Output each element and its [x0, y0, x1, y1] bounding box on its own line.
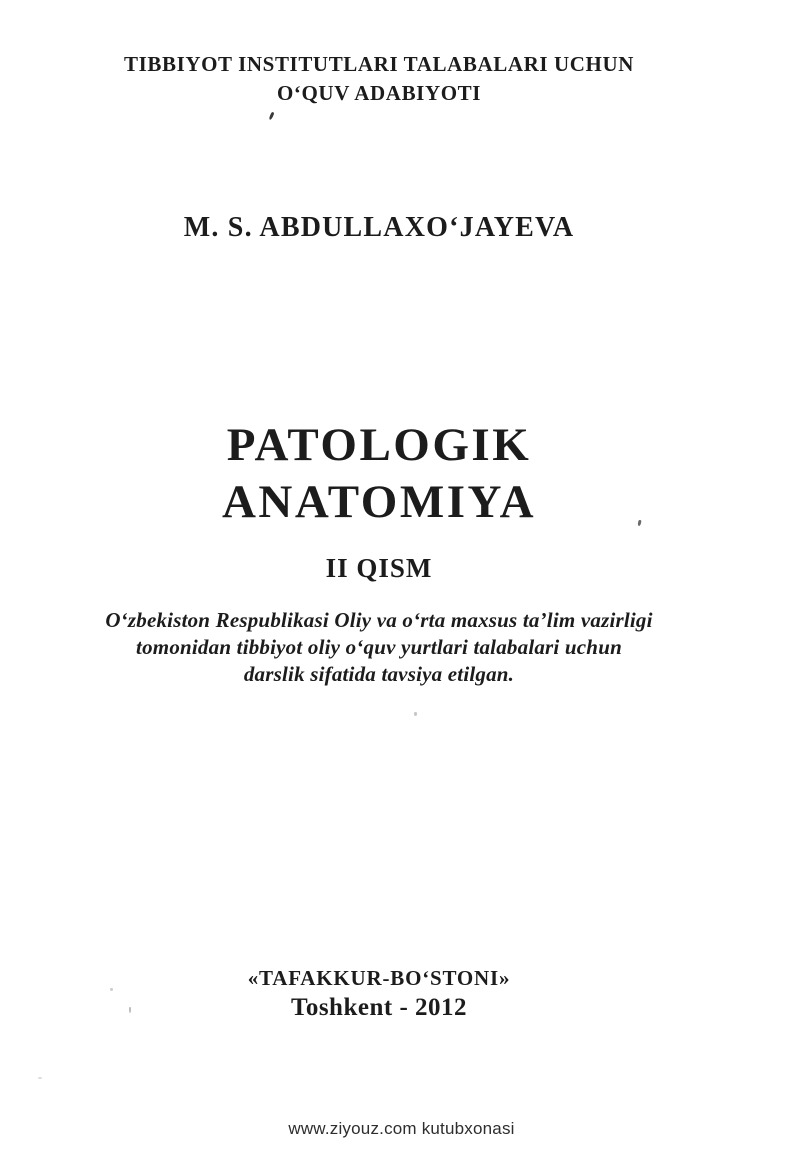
volume-label: II QISM: [325, 553, 433, 583]
approval-statement: [0, 607, 758, 688]
scan-artifact-mark: [110, 988, 113, 991]
author-name: M. S. ABDULLAXO‘JAYEVA: [183, 212, 575, 243]
publisher-name: «TAFAKKUR-BO‘STONI»: [247, 966, 511, 990]
book-title-line2: ANATOMIYA: [221, 476, 537, 528]
scan-artifact-mark: [38, 1077, 42, 1079]
city-and-year: Toshkent - 2012: [290, 994, 468, 1021]
library-watermark: www.ziyouz.com kutubxonasi: [288, 1119, 515, 1138]
series-header-line1: TIBBIYOT INSTITUTLARI TALABALARI UCHUN: [123, 52, 634, 76]
book-title-line1: PATOLOGIK: [226, 419, 532, 471]
scan-artifact-mark: [414, 712, 417, 716]
approval-line1: O‘zbekiston Respublikasi Oliy va o‘rta maxsus ta’lim vazirligi: [105, 608, 653, 632]
approval-line2: tomonidan tibbiyot oliy o‘quv yurtlari talabalari uchun: [136, 635, 622, 659]
scan-artifact-mark: [129, 1007, 131, 1013]
series-header: [0, 50, 758, 108]
book-title: [0, 417, 758, 531]
approval-line3: darslik sifatida tavsiya etilgan.: [243, 662, 515, 686]
series-header-line2: O‘QUV ADABIYOTI: [276, 81, 482, 105]
